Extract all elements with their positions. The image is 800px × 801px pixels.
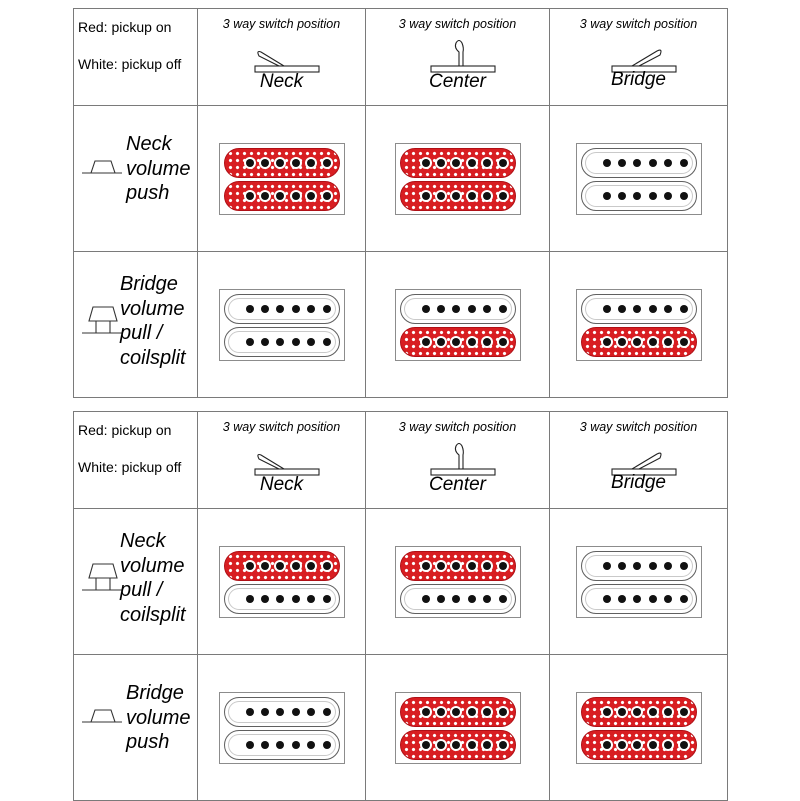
pole-piece — [483, 741, 491, 749]
pole-piece — [246, 595, 254, 603]
pole-piece — [261, 159, 269, 167]
pickup-cell — [550, 509, 728, 655]
switch-position-neck — [198, 9, 366, 106]
pole-piece — [437, 708, 445, 716]
pole-piece — [468, 338, 476, 346]
pole-piece — [664, 159, 672, 167]
pole-piece — [323, 708, 331, 716]
pole-piece — [468, 192, 476, 200]
pole-piece — [499, 595, 507, 603]
pickup-cell — [550, 252, 728, 398]
switch-position-neck — [198, 412, 366, 509]
pole-piece — [649, 741, 657, 749]
pickup-coil-off — [581, 551, 697, 581]
pole-piece — [618, 595, 626, 603]
knob-function-line: coilsplit — [120, 346, 186, 369]
knob-function-line: pull / — [120, 579, 163, 601]
pole-piece — [276, 338, 284, 346]
pole-piece — [422, 595, 430, 603]
pickup-cell-inner — [366, 509, 549, 654]
pole-piece — [292, 595, 300, 603]
pickup-cell-inner — [198, 252, 365, 397]
pole-piece — [452, 159, 460, 167]
knob-label — [74, 106, 197, 251]
pole-piece — [499, 305, 507, 313]
switch-header — [198, 412, 365, 508]
pole-piece — [307, 562, 315, 570]
pole-piece — [649, 338, 657, 346]
switch-position-label: Neck — [259, 474, 304, 495]
humbucker-pickup — [219, 143, 345, 215]
switch-header — [366, 412, 549, 508]
pole-piece — [307, 741, 315, 749]
pole-piece — [437, 741, 445, 749]
pole-piece — [437, 338, 445, 346]
pole-piece — [468, 159, 476, 167]
pickup-coil-off — [224, 584, 340, 614]
switch-position-label: Neck — [259, 71, 304, 92]
knob-label-cell — [74, 509, 198, 655]
pole-piece — [468, 305, 476, 313]
pickup-coil-on — [224, 148, 340, 178]
toggle-left-icon — [237, 35, 327, 75]
pickup-cell — [550, 655, 728, 801]
switch-table-2 — [73, 411, 728, 801]
pole-piece — [633, 192, 641, 200]
pole-piece — [633, 595, 641, 603]
knob-function-line: Neck — [120, 530, 166, 552]
pole-piece — [246, 305, 254, 313]
pickup-cell-inner — [198, 106, 365, 251]
pole-piece — [246, 741, 254, 749]
pole-piece — [422, 562, 430, 570]
pole-piece — [618, 192, 626, 200]
toggle-left-icon — [237, 438, 327, 478]
pole-piece — [292, 159, 300, 167]
pickup-cell — [198, 252, 366, 398]
pole-piece — [323, 741, 331, 749]
pole-piece — [633, 338, 641, 346]
pole-piece — [307, 305, 315, 313]
pole-piece — [452, 305, 460, 313]
pole-piece — [649, 305, 657, 313]
knob-icon-wrap — [80, 299, 124, 344]
pole-piece — [618, 741, 626, 749]
switch-table-1 — [73, 8, 728, 398]
humbucker-pickup — [576, 546, 702, 618]
humbucker-pickup — [395, 692, 521, 764]
pole-piece — [680, 708, 688, 716]
pole-piece — [618, 159, 626, 167]
pole-piece — [618, 338, 626, 346]
pole-piece — [276, 708, 284, 716]
knob-function-line: Bridge — [120, 273, 178, 295]
pole-piece — [680, 192, 688, 200]
knob-label — [74, 655, 197, 800]
pole-piece — [649, 192, 657, 200]
knob-function-line: volume — [126, 706, 191, 729]
pole-piece — [649, 708, 657, 716]
knob-label-cell — [74, 655, 198, 801]
pole-piece — [261, 192, 269, 200]
pole-piece — [680, 159, 688, 167]
pole-piece — [483, 192, 491, 200]
pole-piece — [452, 741, 460, 749]
pole-piece — [664, 338, 672, 346]
switch-position-bridge — [550, 9, 728, 106]
toggle-center-icon — [413, 35, 503, 75]
humbucker-pickup — [576, 692, 702, 764]
pole-piece — [483, 708, 491, 716]
switch-position-label: Center — [428, 474, 487, 495]
switch-caption: 3 way switch position — [398, 420, 517, 434]
pole-piece — [437, 562, 445, 570]
humbucker-pickup — [219, 546, 345, 618]
pole-piece — [633, 708, 641, 716]
pickup-coil-off — [581, 148, 697, 178]
pole-piece — [261, 562, 269, 570]
switch-header — [198, 9, 365, 105]
pickup-coil-on — [400, 327, 516, 357]
pole-piece — [323, 562, 331, 570]
pole-piece — [649, 595, 657, 603]
knob-icon-wrap — [80, 147, 124, 192]
pole-piece — [603, 338, 611, 346]
knob-pull-icon — [80, 299, 124, 339]
pole-piece — [633, 305, 641, 313]
pickup-coil-off — [581, 584, 697, 614]
pole-piece — [276, 305, 284, 313]
pickup-cell — [366, 106, 550, 252]
pickup-cell-inner — [550, 106, 727, 251]
knob-row — [74, 106, 728, 252]
pole-piece — [499, 159, 507, 167]
pickup-cell-inner — [198, 509, 365, 654]
knob-label — [74, 509, 197, 654]
pole-piece — [633, 562, 641, 570]
pole-piece — [437, 305, 445, 313]
knob-pull-icon — [80, 556, 124, 596]
pole-piece — [276, 192, 284, 200]
pickup-coil-off — [224, 730, 340, 760]
pole-piece — [422, 192, 430, 200]
pickup-cell-inner — [198, 655, 365, 800]
pole-piece — [664, 708, 672, 716]
legend-cell — [74, 412, 198, 509]
pole-piece — [649, 159, 657, 167]
switch-caption: 3 way switch position — [579, 17, 698, 31]
pole-piece — [261, 741, 269, 749]
knob-row — [74, 252, 728, 398]
pole-piece — [618, 305, 626, 313]
pole-piece — [452, 192, 460, 200]
switch-caption: 3 way switch position — [222, 420, 341, 434]
legend — [74, 9, 197, 105]
pole-piece — [276, 741, 284, 749]
pole-piece — [603, 159, 611, 167]
pickup-cell — [198, 509, 366, 655]
pole-piece — [323, 305, 331, 313]
pickup-cell — [550, 106, 728, 252]
knob-row — [74, 655, 728, 801]
humbucker-pickup — [576, 289, 702, 361]
switch-position-label: Bridge — [611, 69, 666, 90]
knob-push-icon — [80, 147, 124, 187]
pole-piece — [246, 192, 254, 200]
pole-piece — [680, 595, 688, 603]
pole-piece — [246, 159, 254, 167]
pickup-coil-on — [581, 697, 697, 727]
pole-piece — [603, 595, 611, 603]
pole-piece — [468, 595, 476, 603]
switch-header — [550, 9, 727, 105]
pickup-cell-inner — [550, 509, 727, 654]
pole-piece — [452, 595, 460, 603]
pole-piece — [246, 338, 254, 346]
humbucker-pickup — [219, 289, 345, 361]
pole-piece — [276, 159, 284, 167]
pole-piece — [499, 562, 507, 570]
pole-piece — [603, 562, 611, 570]
legend-line: Red: pickup on — [78, 19, 172, 35]
pole-piece — [483, 159, 491, 167]
pickup-coil-on — [400, 551, 516, 581]
pole-piece — [452, 338, 460, 346]
pole-piece — [618, 708, 626, 716]
knob-function-line: coilsplit — [120, 603, 186, 626]
knob-function-text — [120, 529, 186, 627]
pole-piece — [664, 305, 672, 313]
pickup-cell-inner — [366, 106, 549, 251]
pickup-coil-on — [581, 327, 697, 357]
legend-line: White: pickup off — [78, 56, 182, 72]
pole-piece — [437, 192, 445, 200]
pole-piece — [292, 192, 300, 200]
pole-piece — [499, 708, 507, 716]
pole-piece — [468, 708, 476, 716]
pickup-coil-on — [400, 148, 516, 178]
pole-piece — [323, 595, 331, 603]
switch-position-label: Center — [428, 71, 487, 92]
pole-piece — [680, 741, 688, 749]
pole-piece — [276, 562, 284, 570]
pickup-cell — [366, 655, 550, 801]
pickup-cell — [198, 106, 366, 252]
switch-caption: 3 way switch position — [398, 17, 517, 31]
pole-piece — [483, 562, 491, 570]
pole-piece — [292, 562, 300, 570]
switch-header — [366, 9, 549, 105]
pole-piece — [292, 338, 300, 346]
pole-piece — [323, 159, 331, 167]
legend-cell — [74, 9, 198, 106]
pole-piece — [246, 708, 254, 716]
humbucker-pickup — [576, 143, 702, 215]
pole-piece — [307, 708, 315, 716]
pole-piece — [680, 338, 688, 346]
toggle-center-icon — [413, 438, 503, 478]
pole-piece — [246, 562, 254, 570]
pole-piece — [603, 305, 611, 313]
pole-piece — [664, 741, 672, 749]
knob-function-line: volume — [120, 554, 185, 577]
pole-piece — [468, 562, 476, 570]
pole-piece — [603, 192, 611, 200]
pole-piece — [307, 192, 315, 200]
knob-function-line: pull / — [120, 322, 163, 344]
pole-piece — [483, 338, 491, 346]
pickup-cell — [366, 509, 550, 655]
pickup-cell — [198, 655, 366, 801]
pole-piece — [452, 562, 460, 570]
pole-piece — [292, 708, 300, 716]
knob-label — [74, 252, 197, 397]
switch-position-bridge — [550, 412, 728, 509]
humbucker-pickup — [219, 692, 345, 764]
pickup-cell-inner — [366, 252, 549, 397]
knob-icon-wrap — [80, 556, 124, 601]
pole-piece — [292, 741, 300, 749]
switch-position-center — [366, 9, 550, 106]
pole-piece — [618, 562, 626, 570]
pole-piece — [603, 708, 611, 716]
knob-label-cell — [74, 252, 198, 398]
pole-piece — [437, 159, 445, 167]
humbucker-pickup — [395, 546, 521, 618]
knob-push-icon — [80, 696, 124, 736]
pole-piece — [499, 192, 507, 200]
switch-caption: 3 way switch position — [579, 420, 698, 434]
pickup-coil-off — [581, 181, 697, 211]
pole-piece — [292, 305, 300, 313]
pole-piece — [483, 595, 491, 603]
knob-row — [74, 509, 728, 655]
pole-piece — [422, 159, 430, 167]
knob-icon-wrap — [80, 696, 124, 741]
pole-piece — [633, 159, 641, 167]
knob-function-line: Bridge — [126, 682, 184, 704]
humbucker-pickup — [395, 289, 521, 361]
pole-piece — [483, 305, 491, 313]
switch-position-center — [366, 412, 550, 509]
pickup-cell-inner — [366, 655, 549, 800]
pole-piece — [452, 708, 460, 716]
pole-piece — [323, 338, 331, 346]
pole-piece — [649, 562, 657, 570]
pole-piece — [422, 708, 430, 716]
pole-piece — [499, 338, 507, 346]
knob-function-line: push — [126, 731, 170, 753]
pole-piece — [261, 595, 269, 603]
legend-line: Red: pickup on — [78, 422, 172, 438]
pole-piece — [499, 741, 507, 749]
pole-piece — [261, 338, 269, 346]
pickup-coil-off — [224, 327, 340, 357]
pole-piece — [261, 305, 269, 313]
switch-position-label: Bridge — [611, 472, 666, 493]
pickup-coil-off — [224, 294, 340, 324]
knob-function-line: Neck — [126, 133, 172, 155]
pickup-cell-inner — [550, 655, 727, 800]
pole-piece — [633, 741, 641, 749]
pole-piece — [664, 192, 672, 200]
pickup-coil-off — [581, 294, 697, 324]
pole-piece — [680, 562, 688, 570]
pickup-coil-off — [400, 584, 516, 614]
pickup-cell — [366, 252, 550, 398]
legend — [74, 412, 197, 508]
knob-label-cell — [74, 106, 198, 252]
pickup-coil-on — [400, 181, 516, 211]
pole-piece — [422, 305, 430, 313]
pole-piece — [422, 741, 430, 749]
pickup-cell-inner — [550, 252, 727, 397]
knob-function-text — [126, 681, 190, 755]
pole-piece — [603, 741, 611, 749]
pickup-coil-off — [400, 294, 516, 324]
knob-function-text — [120, 272, 186, 370]
pole-piece — [422, 338, 430, 346]
pickup-coil-on — [224, 551, 340, 581]
pole-piece — [664, 595, 672, 603]
pole-piece — [261, 708, 269, 716]
switch-header — [550, 412, 727, 508]
pole-piece — [680, 305, 688, 313]
pole-piece — [437, 595, 445, 603]
knob-function-text — [126, 132, 190, 206]
pole-piece — [307, 338, 315, 346]
pickup-coil-on — [400, 697, 516, 727]
pickup-coil-on — [224, 181, 340, 211]
knob-function-line: volume — [120, 297, 185, 320]
humbucker-pickup — [395, 143, 521, 215]
pickup-coil-on — [581, 730, 697, 760]
legend-line: White: pickup off — [78, 459, 182, 475]
pole-piece — [276, 595, 284, 603]
pickup-coil-off — [224, 697, 340, 727]
pole-piece — [664, 562, 672, 570]
knob-function-line: volume — [126, 157, 191, 180]
pole-piece — [468, 741, 476, 749]
switch-caption: 3 way switch position — [222, 17, 341, 31]
pole-piece — [323, 192, 331, 200]
knob-function-line: push — [126, 182, 170, 204]
pickup-coil-on — [400, 730, 516, 760]
pole-piece — [307, 159, 315, 167]
pole-piece — [307, 595, 315, 603]
